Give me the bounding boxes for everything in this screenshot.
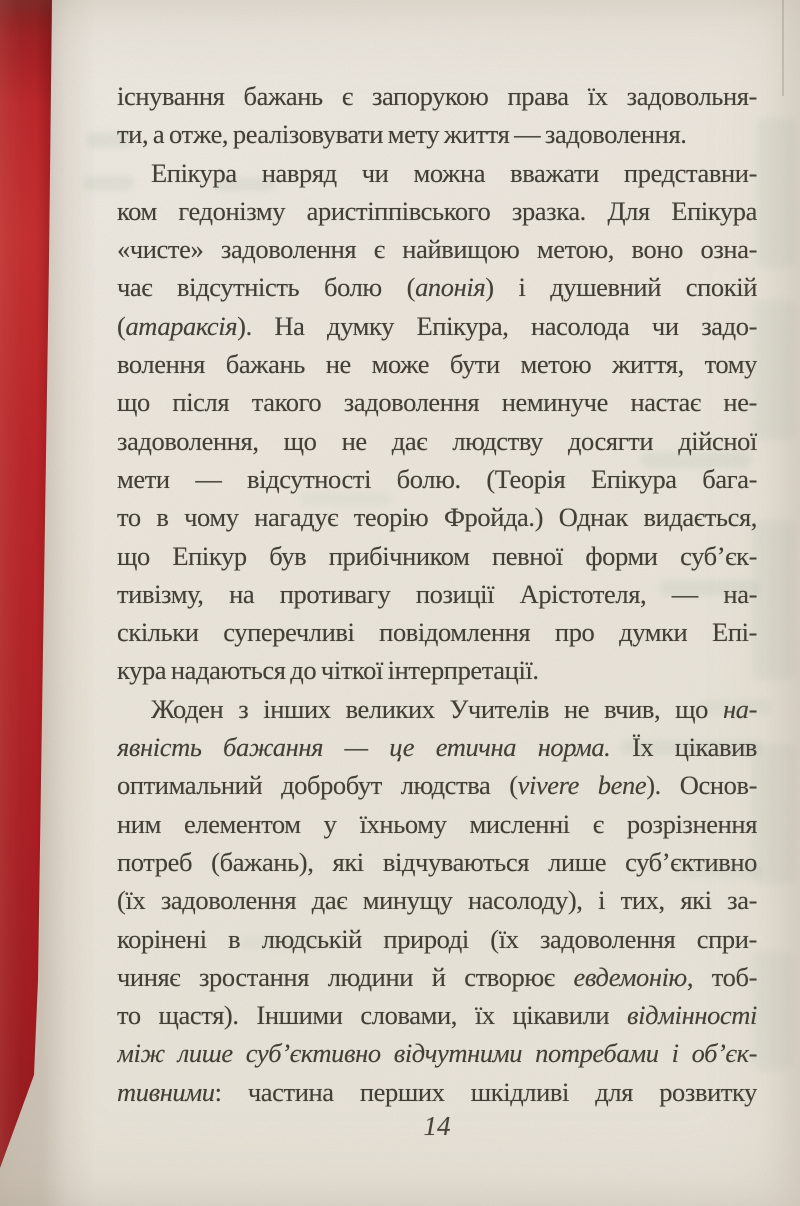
text-line (117, 77, 757, 115)
text-line (117, 766, 757, 804)
italic-text-segment: відмінності (627, 1000, 757, 1031)
text-line (117, 996, 757, 1034)
show-through-smudge (752, 520, 796, 680)
italic-text-segment: між лише суб’єктивно відчутними потребами і об’єк- (117, 1038, 757, 1069)
text-segment: скільки суперечливі повідомлення про думки Епі- (117, 617, 757, 648)
text-line (117, 575, 757, 613)
text-line (117, 192, 757, 230)
text-line (117, 422, 757, 460)
text-segment: то щастя). Іншими словами, їх цікавили (117, 1000, 628, 1031)
text-line (117, 498, 757, 536)
text-segment: ком гедонізму аристіппівського зразка. Для Епікура (117, 195, 757, 226)
text-segment: корінені в людській природі (їх задоволення спри- (117, 923, 757, 954)
text-segment: волення бажань не може бути метою життя, тому (117, 349, 757, 380)
text-segment: (їх задоволення дає минущу насолоду), і тих, які за- (117, 885, 757, 916)
text-segment: тивізму, на противагу позиції Арістотеля, — на- (117, 578, 757, 609)
italic-text-segment: vivere bene (517, 770, 647, 801)
page-text (117, 77, 757, 1111)
show-through-smudge (756, 118, 796, 268)
text-segment: існування бажань є запорукою права їх задовольня- (117, 81, 757, 111)
text-line (117, 460, 757, 498)
text-line (117, 613, 757, 651)
text-segment: Епікура навряд чи можна вважати представни- (151, 157, 757, 188)
text-segment: ним елементом у їхньому мисленні є розрізнення (117, 808, 757, 839)
show-through-smudge (752, 950, 794, 1070)
italic-text-segment: апонія (415, 272, 486, 303)
text-line (117, 154, 757, 192)
text-segment: ти, а отже, реалізовувати мету життя — задоволення. (117, 119, 687, 150)
text-segment: Жоден з інших великих Учителів не вчив, що (151, 693, 723, 724)
book-cover-edge (0, 0, 58, 1172)
text-segment: чає відсутність болю ( (117, 272, 416, 303)
text-line (117, 690, 757, 728)
text-segment: ) і душевний спокій (485, 272, 757, 303)
text-segment: чиняє зростання людини й створює (117, 961, 574, 992)
text-segment: кура надаються до чіткої інтерпретації. (117, 655, 539, 686)
text-line (117, 115, 757, 153)
italic-text-segment: явність бажання — це етична норма. (117, 732, 611, 763)
italic-text-segment: евдемонію (573, 961, 687, 992)
text-segment: оптимальний добробут людства ( (117, 770, 518, 801)
text-line (117, 651, 757, 689)
text-line (117, 383, 757, 421)
text-segment: то в чому нагадує теорію Фройда.) Однак видається, (117, 502, 757, 533)
text-segment: ). На думку Епікура, насолода чи задо- (237, 310, 757, 341)
text-line (117, 1034, 757, 1072)
text-line (117, 1073, 757, 1111)
text-segment: що Епікур був прибічником певної форми суб’єк- (117, 540, 757, 571)
text-line (117, 843, 757, 881)
text-segment: задоволення, що не дає людству досягти дійсної (117, 425, 757, 456)
italic-text-segment: тивними (117, 1076, 215, 1107)
text-line (117, 881, 757, 919)
text-line (117, 920, 757, 958)
text-segment: : частина перших шкідливі для розвитку (214, 1076, 757, 1107)
text-line (117, 230, 757, 268)
text-segment: Їх цікавив (610, 732, 757, 763)
text-segment: потреб (бажань), які відчуваються лише суб’єктивно (117, 846, 757, 877)
text-segment: «чисте» задоволення є найвищою метою, воно озна- (117, 234, 757, 265)
text-segment: , тоб- (686, 961, 757, 992)
page-number: 14 (423, 1111, 451, 1141)
text-line (117, 805, 757, 843)
text-segment: що після такого задоволення неминуче настає не- (117, 387, 757, 418)
text-line (117, 268, 757, 306)
text-line (117, 728, 757, 766)
text-segment: мети — відсутності болю. (Теорія Епікура бага- (117, 463, 757, 494)
show-through-smudge (752, 744, 796, 884)
page-crease-line (782, 0, 784, 96)
italic-text-segment: на- (722, 693, 757, 724)
text-line (117, 345, 757, 383)
text-line (117, 537, 757, 575)
show-through-smudge (752, 300, 796, 440)
text-line (117, 307, 757, 345)
text-segment: ( (117, 310, 126, 341)
italic-text-segment: атараксія (125, 310, 238, 341)
text-segment: ). Основ- (646, 770, 757, 801)
text-line (117, 958, 757, 996)
